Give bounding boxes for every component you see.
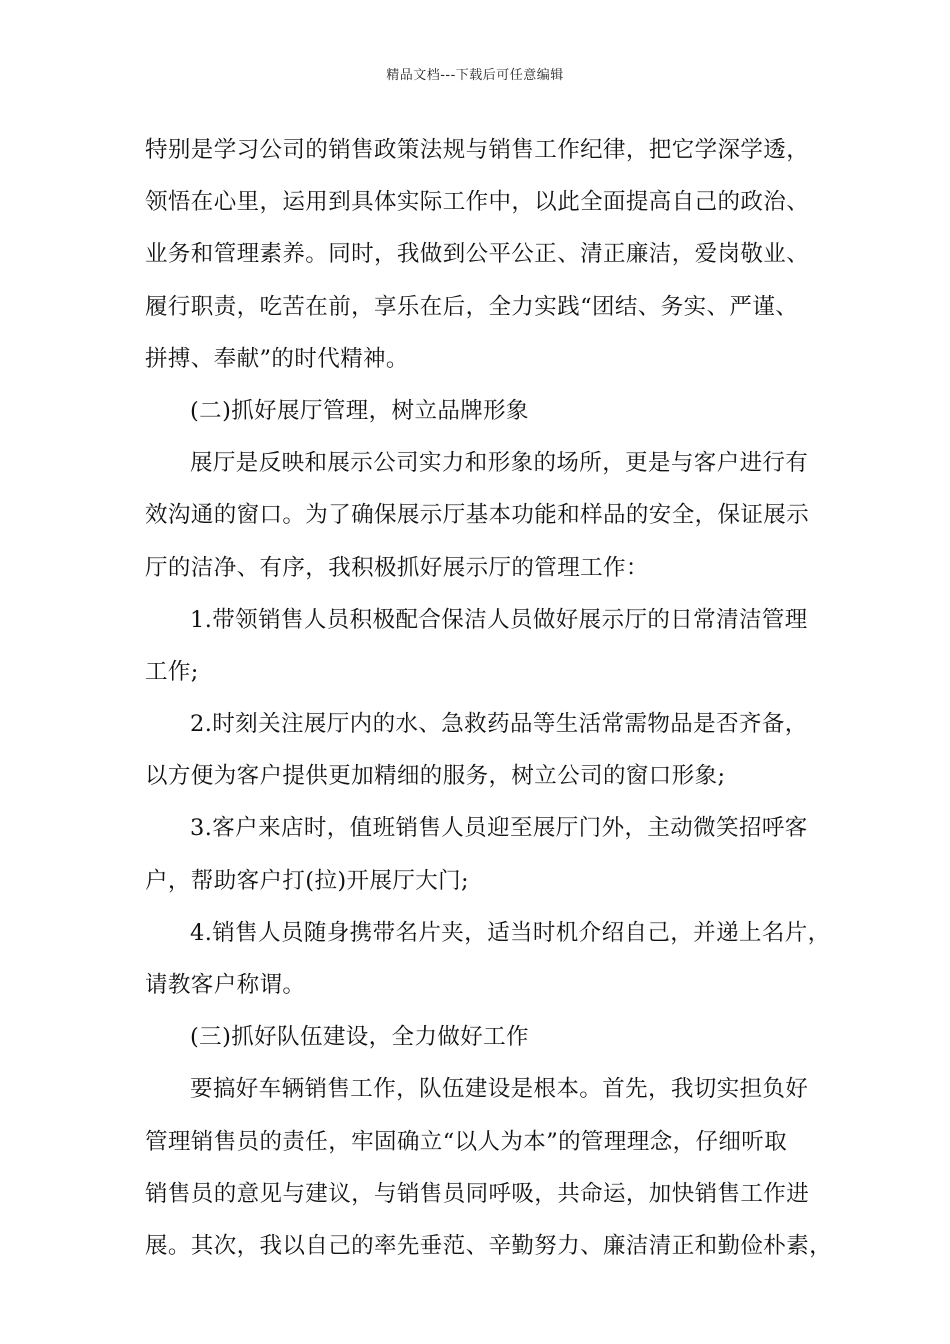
text-line: 请教客户称谓。	[145, 972, 306, 998]
text-line: 管理销售员的责任，牢固确立“以人为本”的管理理念，仔细听取	[145, 1128, 788, 1155]
text-line: (三)抓好队伍建设，全力做好工作	[190, 1024, 529, 1051]
text-line: 要搞好车辆销售工作，队伍建设是根本。首先，我切实担负好	[190, 1076, 809, 1103]
text-line: 展厅是反映和展示公司实力和形象的场所，更是与客户进行有	[190, 450, 809, 477]
text-line: 3.客户来店时，值班销售人员迎至展厅门外，主动微笑招呼客	[190, 815, 808, 842]
text-line: 以方便为客户提供更加精细的服务，树立公司的窗口形象;	[145, 763, 726, 790]
text-line: 效沟通的窗口。为了确保展示厅基本功能和样品的安全，保证展示	[145, 502, 810, 529]
document-body	[145, 124, 833, 1272]
text-line: 户，帮助客户打(拉)开展厅大门;	[145, 867, 470, 894]
text-line: 展。其次，我以自己的率先垂范、辛勤努力、廉洁清正和勤俭朴素，	[145, 1232, 833, 1259]
text-line: 工作;	[145, 658, 199, 685]
text-line: 特别是学习公司的销售政策法规与销售工作纪律，把它学深学透，	[145, 137, 810, 163]
text-line: 销售员的意见与建议，与销售员同呼吸，共命运，加快销售工作进	[145, 1180, 810, 1207]
text-line: 1.带领销售人员积极配合保洁人员做好展示厅的日常清洁管理	[190, 606, 808, 633]
text-line: 履行职责，吃苦在前，享乐在后，全力实践“团结、务实、严谨、	[145, 293, 799, 320]
text-line: 2.时刻关注展厅内的水、急救药品等生活常需物品是否齐备，	[190, 711, 808, 738]
text-line: 拼搏、奉献”的时代精神。	[145, 345, 409, 372]
text-line: 厅的洁净、有序，我积极抓好展示厅的管理工作：	[145, 554, 649, 581]
text-line: (二)抓好展厅管理，树立品牌形象	[190, 397, 529, 424]
text-line: 领悟在心里，运用到具体实际工作中，以此全面提高自己的政治、	[145, 189, 810, 216]
text-line: 4.销售人员随身携带名片夹，适当时机介绍自己，并递上名片，	[190, 919, 831, 946]
page-header: 精品文档---下载后可任意编辑	[386, 68, 564, 83]
text-line: 业务和管理素养。同时，我做到公平公正、清正廉洁，爱岗敬业、	[145, 241, 810, 268]
